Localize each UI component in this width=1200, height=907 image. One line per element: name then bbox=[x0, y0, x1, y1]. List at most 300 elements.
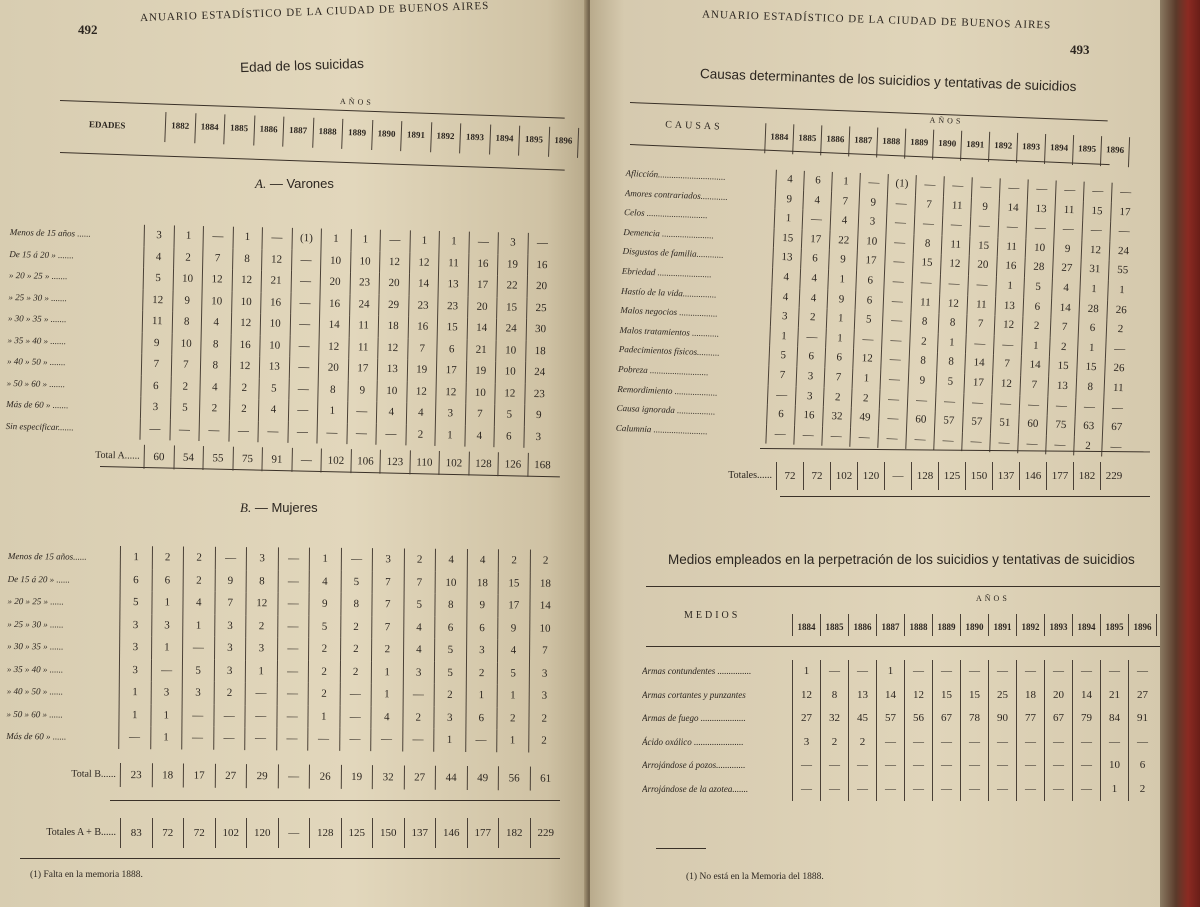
year-header: 1884 bbox=[793, 614, 821, 636]
table-cell: 18 bbox=[378, 316, 408, 338]
table-cell: 1 bbox=[173, 225, 203, 247]
row-label: » 35 » 40 » ....... bbox=[7, 334, 67, 346]
section-a-label: — Varones bbox=[269, 176, 334, 191]
table-cell: 7 bbox=[914, 195, 943, 216]
varones-table bbox=[5, 222, 556, 448]
table-cell: 9 bbox=[774, 189, 803, 210]
table-cell: 17 bbox=[963, 373, 992, 394]
table-cell: 10 bbox=[259, 335, 289, 357]
row-label: » 50 » 60 » ...... bbox=[6, 708, 63, 719]
table-cell: 14 bbox=[529, 595, 561, 618]
table-cell: 2 bbox=[213, 682, 245, 705]
table-cell: 3 bbox=[796, 367, 825, 388]
table-cell: 1 bbox=[119, 681, 151, 704]
table-cell: 9 bbox=[466, 594, 498, 617]
table-cell: 102 bbox=[830, 462, 857, 490]
table-cell: 3 bbox=[858, 212, 887, 233]
table-cell: — bbox=[943, 176, 972, 197]
table-cell: — bbox=[291, 249, 321, 271]
table-cell: 7 bbox=[403, 571, 435, 594]
row-label: Demencia ....................... bbox=[623, 226, 715, 241]
table-cell: — bbox=[932, 754, 960, 778]
table-cell: 10 bbox=[231, 291, 261, 313]
table-cell: 3 bbox=[140, 397, 170, 419]
table-cell: 1 bbox=[1077, 338, 1106, 359]
table-cell: — bbox=[181, 704, 213, 727]
table-cell: — bbox=[876, 778, 904, 802]
year-header: 1882 bbox=[165, 112, 196, 143]
table-cell: 13 bbox=[848, 684, 876, 708]
table-cell: 3 bbox=[144, 225, 174, 247]
table-cell: — bbox=[257, 421, 287, 443]
table-cell: 120 bbox=[246, 818, 278, 848]
table-cell: 6 bbox=[465, 706, 497, 729]
table-row bbox=[642, 778, 1156, 802]
table-cell: 7 bbox=[830, 191, 859, 212]
table-cell: 1 bbox=[151, 591, 183, 614]
table-cell: — bbox=[375, 423, 405, 445]
table-cell: 102 bbox=[320, 449, 350, 474]
table-cell: 75 bbox=[1046, 415, 1075, 436]
table-cell: 12 bbox=[994, 315, 1023, 336]
table-cell: 1 bbox=[120, 546, 152, 569]
table-cell: 2 bbox=[371, 638, 403, 661]
table-cell: 19 bbox=[497, 254, 527, 276]
table-cell: 9 bbox=[1053, 239, 1082, 260]
table-cell: 12 bbox=[852, 349, 881, 370]
table-cell: — bbox=[214, 547, 246, 570]
table-cell: 4 bbox=[464, 425, 494, 447]
table-cell: 4 bbox=[370, 706, 402, 729]
table-cell: 1 bbox=[438, 231, 468, 253]
table-cell: 12 bbox=[379, 251, 409, 273]
table-cell: — bbox=[1053, 220, 1082, 241]
table-row bbox=[642, 731, 1156, 755]
table-cell: — bbox=[960, 778, 988, 802]
row-label: Armas cortantes y punzantes bbox=[642, 689, 746, 700]
table-cell: 15 bbox=[496, 297, 526, 319]
table-cell: — bbox=[967, 275, 996, 296]
table-cell: — bbox=[1100, 731, 1128, 755]
table-cell: — bbox=[1016, 731, 1044, 755]
year-header: 1892 bbox=[1017, 614, 1045, 636]
table-cell: — bbox=[290, 292, 320, 314]
table-cell: — bbox=[942, 215, 971, 236]
table-cell: 6 bbox=[824, 348, 853, 369]
table-cell: — bbox=[1055, 181, 1084, 202]
section-b-letter: B. bbox=[240, 500, 252, 515]
table-cell: 20 bbox=[379, 273, 409, 295]
table-cell: — bbox=[277, 764, 309, 788]
row-label: Padecimientos físicos.......... bbox=[618, 344, 720, 359]
table-cell: — bbox=[877, 429, 906, 450]
table-cell: — bbox=[1025, 219, 1054, 240]
table-cell: 11 bbox=[966, 295, 995, 316]
table-cell: 32 bbox=[820, 707, 848, 731]
table-cell: 2 bbox=[340, 638, 372, 661]
table-cell: 21 bbox=[261, 270, 291, 292]
row-label: » 40 » 50 » ....... bbox=[6, 355, 66, 368]
year-header: 1890 bbox=[933, 130, 962, 161]
table-cell: 1 bbox=[769, 326, 798, 347]
table-cell: 7 bbox=[464, 404, 494, 426]
table-cell: 1 bbox=[937, 333, 966, 354]
table-cell: — bbox=[883, 292, 912, 313]
table-cell: 5 bbox=[768, 346, 797, 367]
footnote: (1) Falta en la memoria 1888. bbox=[30, 870, 143, 880]
table-cell: 7 bbox=[528, 640, 560, 663]
table-cell: 27 bbox=[214, 764, 246, 788]
year-header: 1888 bbox=[313, 118, 344, 149]
table-cell: 3 bbox=[214, 637, 246, 660]
table-cell: 17 bbox=[347, 358, 377, 380]
table-cell: — bbox=[820, 660, 848, 684]
table-cell: — bbox=[379, 230, 409, 252]
table-cell: 229 bbox=[1100, 462, 1127, 490]
table-cell: — bbox=[853, 330, 882, 351]
table-cell: 5 bbox=[1023, 277, 1052, 298]
table-cell: 8 bbox=[820, 684, 848, 708]
row-label: Amores contrariados............ bbox=[624, 187, 728, 202]
table-cell: 11 bbox=[348, 337, 378, 359]
table-cell: 9 bbox=[172, 290, 202, 312]
table-cell: 23 bbox=[524, 383, 554, 405]
table-cell: 2 bbox=[498, 549, 530, 572]
table-cell: 6 bbox=[436, 338, 466, 360]
table-cell: 2 bbox=[529, 550, 561, 573]
row-label: Aflicción.............................. bbox=[625, 167, 726, 182]
table-cell: 15 bbox=[1082, 201, 1111, 222]
table-cell: 30 bbox=[525, 319, 555, 341]
table-cell: 229 bbox=[530, 818, 562, 848]
table-cell: 60 bbox=[906, 410, 935, 431]
table-cell: 4 bbox=[775, 170, 804, 191]
row-label: Totales...... bbox=[728, 470, 772, 481]
table-cell: 17 bbox=[856, 251, 885, 272]
row-label: Celos ........................... bbox=[623, 207, 708, 221]
varones-total bbox=[9, 442, 556, 477]
table-cell: 2 bbox=[1022, 316, 1051, 337]
table-cell: 18 bbox=[466, 572, 498, 595]
table-cell: — bbox=[767, 385, 796, 406]
table-cell: 10 bbox=[171, 333, 201, 355]
table-cell: 3 bbox=[246, 547, 278, 570]
row-label: » 30 » 35 » ....... bbox=[7, 312, 67, 325]
table-cell: 18 bbox=[1016, 684, 1044, 708]
table-cell: — bbox=[465, 729, 497, 752]
table-cell: 84 bbox=[1100, 707, 1128, 731]
table-title: Edad de los suicidas bbox=[239, 55, 365, 76]
varones-rows bbox=[5, 222, 556, 448]
table-cell: 137 bbox=[992, 462, 1019, 490]
table-cell: 2 bbox=[229, 377, 259, 399]
table-cell: 12 bbox=[792, 684, 820, 708]
year-header: 1889 bbox=[342, 119, 373, 150]
table-cell: 2 bbox=[170, 376, 200, 398]
table-cell: 3 bbox=[182, 682, 214, 705]
table-cell: 2 bbox=[1049, 337, 1078, 358]
table-cell: 4 bbox=[830, 211, 859, 232]
table-cell: 4 bbox=[771, 268, 800, 289]
table-cell: 13 bbox=[1026, 199, 1055, 220]
table-cell: 18 bbox=[151, 763, 183, 787]
table-cell: 11 bbox=[348, 315, 378, 337]
row-label: » 35 » 40 » ...... bbox=[6, 663, 64, 674]
table-cell: 20 bbox=[320, 272, 350, 294]
table-cell: 57 bbox=[876, 707, 904, 731]
table-cell: 4 bbox=[199, 377, 229, 399]
table-cell: 1 bbox=[232, 227, 262, 249]
table-cell: 1 bbox=[825, 329, 854, 350]
medios-header: MEDIOS bbox=[684, 610, 741, 621]
table-cell: 6 bbox=[800, 249, 829, 270]
table-cell: 2 bbox=[308, 683, 340, 706]
table-cell: 5 bbox=[497, 662, 529, 685]
year-header: 1884 bbox=[765, 123, 794, 154]
table-cell: — bbox=[468, 232, 498, 254]
row-label: Malos negocios ................. bbox=[620, 305, 718, 319]
row-label: Sin especificar....... bbox=[5, 420, 74, 432]
table-cell: — bbox=[339, 728, 371, 751]
table-cell: 15 bbox=[960, 684, 988, 708]
table-cell: 13 bbox=[994, 296, 1023, 317]
table-cell: 1 bbox=[350, 229, 380, 251]
table-cell: 6 bbox=[1022, 297, 1051, 318]
table-cell: 2 bbox=[1073, 436, 1102, 457]
table-cell: 9 bbox=[214, 569, 246, 592]
mujeres-table bbox=[6, 545, 561, 752]
table-cell: 44 bbox=[435, 766, 467, 790]
table-cell: 16 bbox=[260, 292, 290, 314]
table-cell: 12 bbox=[939, 294, 968, 315]
table-cell: 25 bbox=[526, 297, 556, 319]
table-cell: 16 bbox=[319, 293, 349, 315]
table-cell: 10 bbox=[529, 617, 561, 640]
table-cell: 1 bbox=[245, 660, 277, 683]
table-cell: — bbox=[848, 778, 876, 802]
table-cell: 72 bbox=[803, 462, 830, 490]
table-cell: 23 bbox=[120, 763, 152, 787]
table-cell: 29 bbox=[378, 294, 408, 316]
table-cell: — bbox=[960, 660, 988, 684]
table-cell: 1 bbox=[827, 270, 856, 291]
table-cell: 24 bbox=[496, 318, 526, 340]
table-cell: — bbox=[316, 422, 346, 444]
table-cell: 10 bbox=[465, 382, 495, 404]
table-cell: 11 bbox=[1103, 378, 1132, 399]
table-cell: 14 bbox=[466, 318, 496, 340]
table-cell: 1 bbox=[497, 684, 529, 707]
table-cell: 5 bbox=[143, 268, 173, 290]
section-b-label: — Mujeres bbox=[254, 500, 318, 515]
table-cell: 21 bbox=[1100, 684, 1128, 708]
row-label: Armas contundentes ............... bbox=[642, 666, 752, 676]
row-label: Pobreza .......................... bbox=[617, 363, 709, 378]
table-cell: 2 bbox=[183, 569, 215, 592]
year-header: 1892 bbox=[989, 132, 1018, 163]
table-cell: 7 bbox=[202, 248, 232, 270]
table-cell: — bbox=[971, 177, 1000, 198]
total-row bbox=[9, 442, 556, 477]
table-cell: 9 bbox=[970, 197, 999, 218]
table-cell: — bbox=[340, 548, 372, 571]
row-label: Total A...... bbox=[95, 449, 140, 462]
table-cell: 91 bbox=[261, 447, 291, 472]
table-cell: 14 bbox=[1050, 298, 1079, 319]
table-cell: — bbox=[991, 394, 1020, 415]
table-cell: 2 bbox=[496, 707, 528, 730]
table-cell: 2 bbox=[848, 731, 876, 755]
table-cell: — bbox=[1083, 182, 1112, 203]
table-cell: 110 bbox=[409, 450, 439, 475]
table-cell: 25 bbox=[988, 684, 1016, 708]
table-cell: 16 bbox=[996, 257, 1025, 278]
table-cell: 9 bbox=[497, 617, 529, 640]
table-cell: 3 bbox=[372, 548, 404, 571]
table-cell: 2 bbox=[199, 398, 229, 420]
table-cell: — bbox=[904, 754, 932, 778]
table-cell: — bbox=[1072, 778, 1100, 802]
table-cell: 137 bbox=[404, 818, 436, 848]
table-cell: 26 bbox=[309, 765, 341, 789]
table-cell: — bbox=[904, 731, 932, 755]
table-cell: — bbox=[792, 754, 820, 778]
table-cell: — bbox=[885, 233, 914, 254]
table-cell: 1 bbox=[371, 683, 403, 706]
row-label: Malos tratamientos ............ bbox=[619, 324, 720, 339]
table-cell: 9 bbox=[908, 371, 937, 392]
row-label: Causa ignorada ................. bbox=[616, 402, 716, 417]
table-cell: — bbox=[1045, 435, 1074, 456]
table-cell: — bbox=[876, 731, 904, 755]
table-cell: (1) bbox=[291, 228, 321, 250]
table-cell: 4 bbox=[405, 402, 435, 424]
table-cell: 3 bbox=[119, 658, 151, 681]
table-cell: — bbox=[993, 335, 1022, 356]
row-label: » 50 » 60 » ....... bbox=[6, 377, 66, 389]
table-cell: 63 bbox=[1074, 417, 1103, 438]
table-cell: 15 bbox=[1076, 358, 1105, 379]
table-cell: — bbox=[277, 547, 309, 570]
table-cell: — bbox=[213, 727, 245, 750]
table-cell: — bbox=[1044, 778, 1072, 802]
table-cell: 11 bbox=[1054, 200, 1083, 221]
table-cell: 32 bbox=[822, 407, 851, 428]
table-cell: — bbox=[276, 705, 308, 728]
row-label: » 30 » 35 » ...... bbox=[7, 640, 64, 652]
table-cell: 7 bbox=[824, 368, 853, 389]
table-cell: 5 bbox=[854, 310, 883, 331]
table-cell: 19 bbox=[406, 359, 436, 381]
table-cell: 3 bbox=[523, 426, 553, 448]
table-cell: 6 bbox=[803, 171, 832, 192]
medios-rows bbox=[642, 660, 1156, 801]
table-cell: 12 bbox=[1081, 240, 1110, 261]
table-cell: 10 bbox=[1025, 238, 1054, 259]
table-cell: 11 bbox=[438, 252, 468, 274]
table-cell: 3 bbox=[528, 685, 560, 708]
table-cell: — bbox=[291, 448, 321, 473]
table-cell: — bbox=[878, 409, 907, 430]
table-cell: 17 bbox=[183, 764, 215, 788]
table-cell: — bbox=[880, 370, 909, 391]
table-cell: — bbox=[882, 311, 911, 332]
table-row bbox=[642, 754, 1156, 778]
table-cell: 2 bbox=[403, 548, 435, 571]
varones-total-row bbox=[9, 442, 556, 477]
causas-total bbox=[626, 462, 1127, 490]
table-cell: 128 bbox=[468, 452, 498, 477]
table-cell: 14 bbox=[408, 273, 438, 295]
table-cell: 1 bbox=[465, 684, 497, 707]
year-header: 1891 bbox=[401, 121, 432, 152]
table-cell: — bbox=[1072, 731, 1100, 755]
table-cell: 2 bbox=[528, 730, 560, 753]
table-cell: 1 bbox=[371, 661, 403, 684]
table-cell: — bbox=[848, 660, 876, 684]
table-cell: — bbox=[289, 335, 319, 357]
table-cell: — bbox=[289, 314, 319, 336]
year-header: 1886 bbox=[821, 125, 850, 156]
table-cell: 23 bbox=[437, 295, 467, 317]
table-cell: — bbox=[339, 683, 371, 706]
row-label: Más de 60 » ...... bbox=[6, 730, 67, 742]
table-cell: 15 bbox=[773, 228, 802, 249]
table-cell: 32 bbox=[372, 765, 404, 789]
table-cell: 20 bbox=[526, 276, 556, 298]
table-cell: 1 bbox=[995, 276, 1024, 297]
years-header: AÑOS bbox=[339, 96, 374, 108]
table-cell: 10 bbox=[260, 313, 290, 335]
table-cell: 1 bbox=[150, 726, 182, 749]
table-cell: 1 bbox=[317, 400, 347, 422]
table-cell: 22 bbox=[497, 275, 527, 297]
table-cell: — bbox=[1075, 397, 1104, 418]
year-header: 1887 bbox=[283, 117, 314, 148]
years-header: AÑOS bbox=[929, 115, 964, 126]
table-cell: 6 bbox=[140, 375, 170, 397]
table-cell: 2 bbox=[851, 388, 880, 409]
table-cell: 8 bbox=[246, 570, 278, 593]
table-cell: 7 bbox=[407, 338, 437, 360]
table-cell: — bbox=[182, 637, 214, 660]
row-label: » 20 » 25 » ....... bbox=[8, 269, 68, 282]
year-header: 1886 bbox=[254, 115, 285, 146]
table-cell: 9 bbox=[308, 593, 340, 616]
table-cell: — bbox=[287, 400, 317, 422]
table-cell: — bbox=[290, 271, 320, 293]
causas-header: CAUSAS bbox=[665, 119, 723, 133]
table-cell: 4 bbox=[799, 288, 828, 309]
table-cell: 15 bbox=[932, 684, 960, 708]
table-cell: 19 bbox=[340, 765, 372, 789]
table-cell: 2 bbox=[465, 661, 497, 684]
section-a-letter: A. bbox=[255, 176, 267, 191]
table-cell: 13 bbox=[377, 359, 407, 381]
table-cell: — bbox=[886, 194, 915, 215]
table-cell: 20 bbox=[968, 256, 997, 277]
table-cell: — bbox=[139, 418, 169, 440]
year-header: 1895 bbox=[1101, 614, 1129, 636]
table-cell: — bbox=[169, 419, 199, 441]
table-cell: — bbox=[181, 727, 213, 750]
table-cell: 1 bbox=[831, 172, 860, 193]
row-label: Arrojándose de la azotea....... bbox=[642, 783, 749, 794]
table-cell: 5 bbox=[182, 659, 214, 682]
year-header: 1893 bbox=[460, 123, 491, 154]
table-cell: — bbox=[278, 818, 310, 848]
right-page bbox=[590, 0, 1160, 907]
